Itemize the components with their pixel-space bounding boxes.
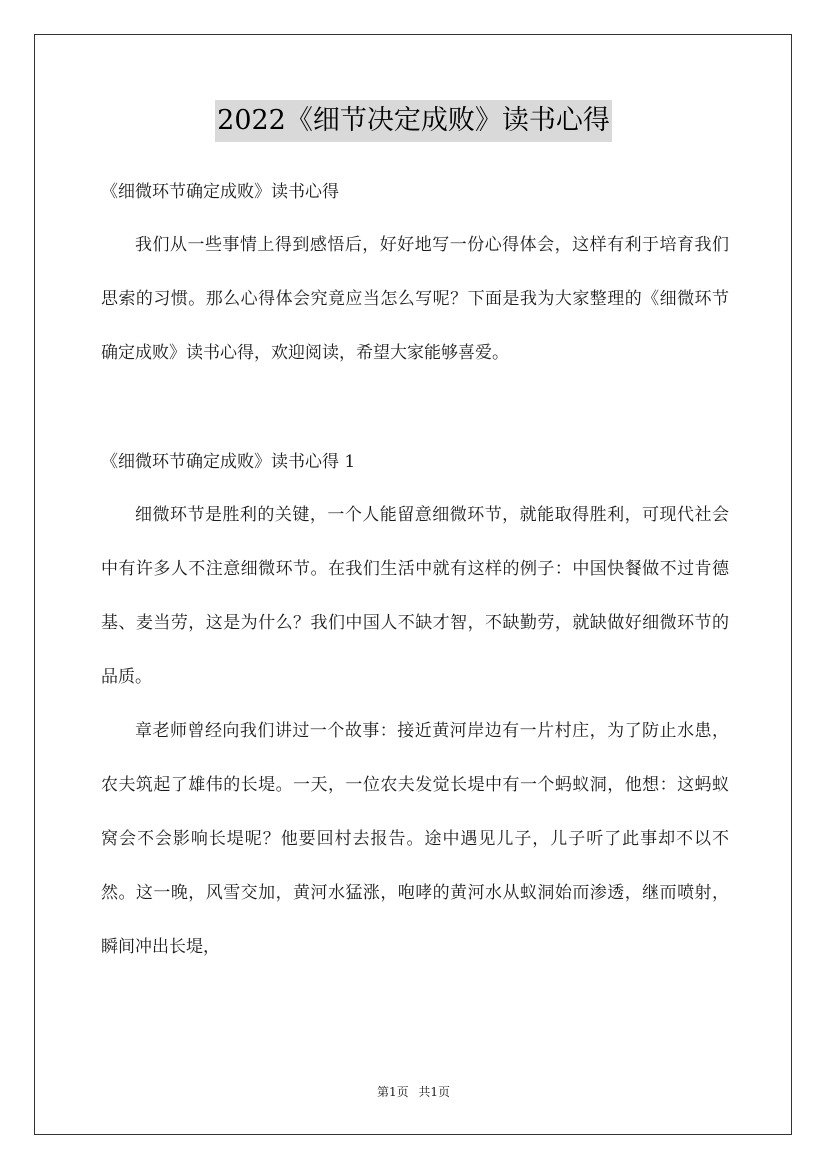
- document-title: 2022《细节决定成败》读书心得: [215, 100, 612, 142]
- body-paragraph: 我们从一些事情上得到感悟后，好好地写一份心得体会，这样有利于培育我们思索的习惯。那么心得体会究竟应当怎么写呢？下面是我为大家整理的《细微环节确定成败》读书心得，欢迎阅读，希望大家能够喜爱。: [101, 235, 729, 363]
- page-footer: [0, 1082, 827, 1102]
- section-heading: 《细微环节确定成败》读书心得: [101, 182, 339, 202]
- section-spacer: [101, 380, 729, 440]
- body-paragraph: 细微环节是胜利的关键，一个人能留意细微环节，就能取得胜利，可现代社会中有许多人不注意细微环节。在我们生活中就有这样的例子：中国快餐做不过肯德基、麦当劳，这是为什么？我们中国人不缺才智，不缺勤劳，就缺做好细微环节的品质。: [101, 505, 729, 687]
- page-number: 第1页: [376, 1085, 409, 1099]
- section-heading: 《细微环节确定成败》读书心得 1: [101, 452, 356, 472]
- page-total: 共1页: [418, 1085, 451, 1099]
- document-body: [101, 170, 729, 974]
- title-container: [0, 100, 827, 142]
- body-paragraph: 章老师曾经向我们讲过一个故事：接近黄河岸边有一片村庄，为了防止水患，农夫筑起了雄伟的长堤。一天，一位农夫发觉长堤中有一个蚂蚁洞，他想：这蚂蚁窝会不会影响长堤呢？他要回村去报告。途中遇见儿子，儿子听了此事却不以不然。这一晚，风雪交加，黄河水猛涨，咆哮的黄河水从蚁洞始而渗透，继而喷射，瞬间冲出长堤，: [101, 721, 729, 957]
